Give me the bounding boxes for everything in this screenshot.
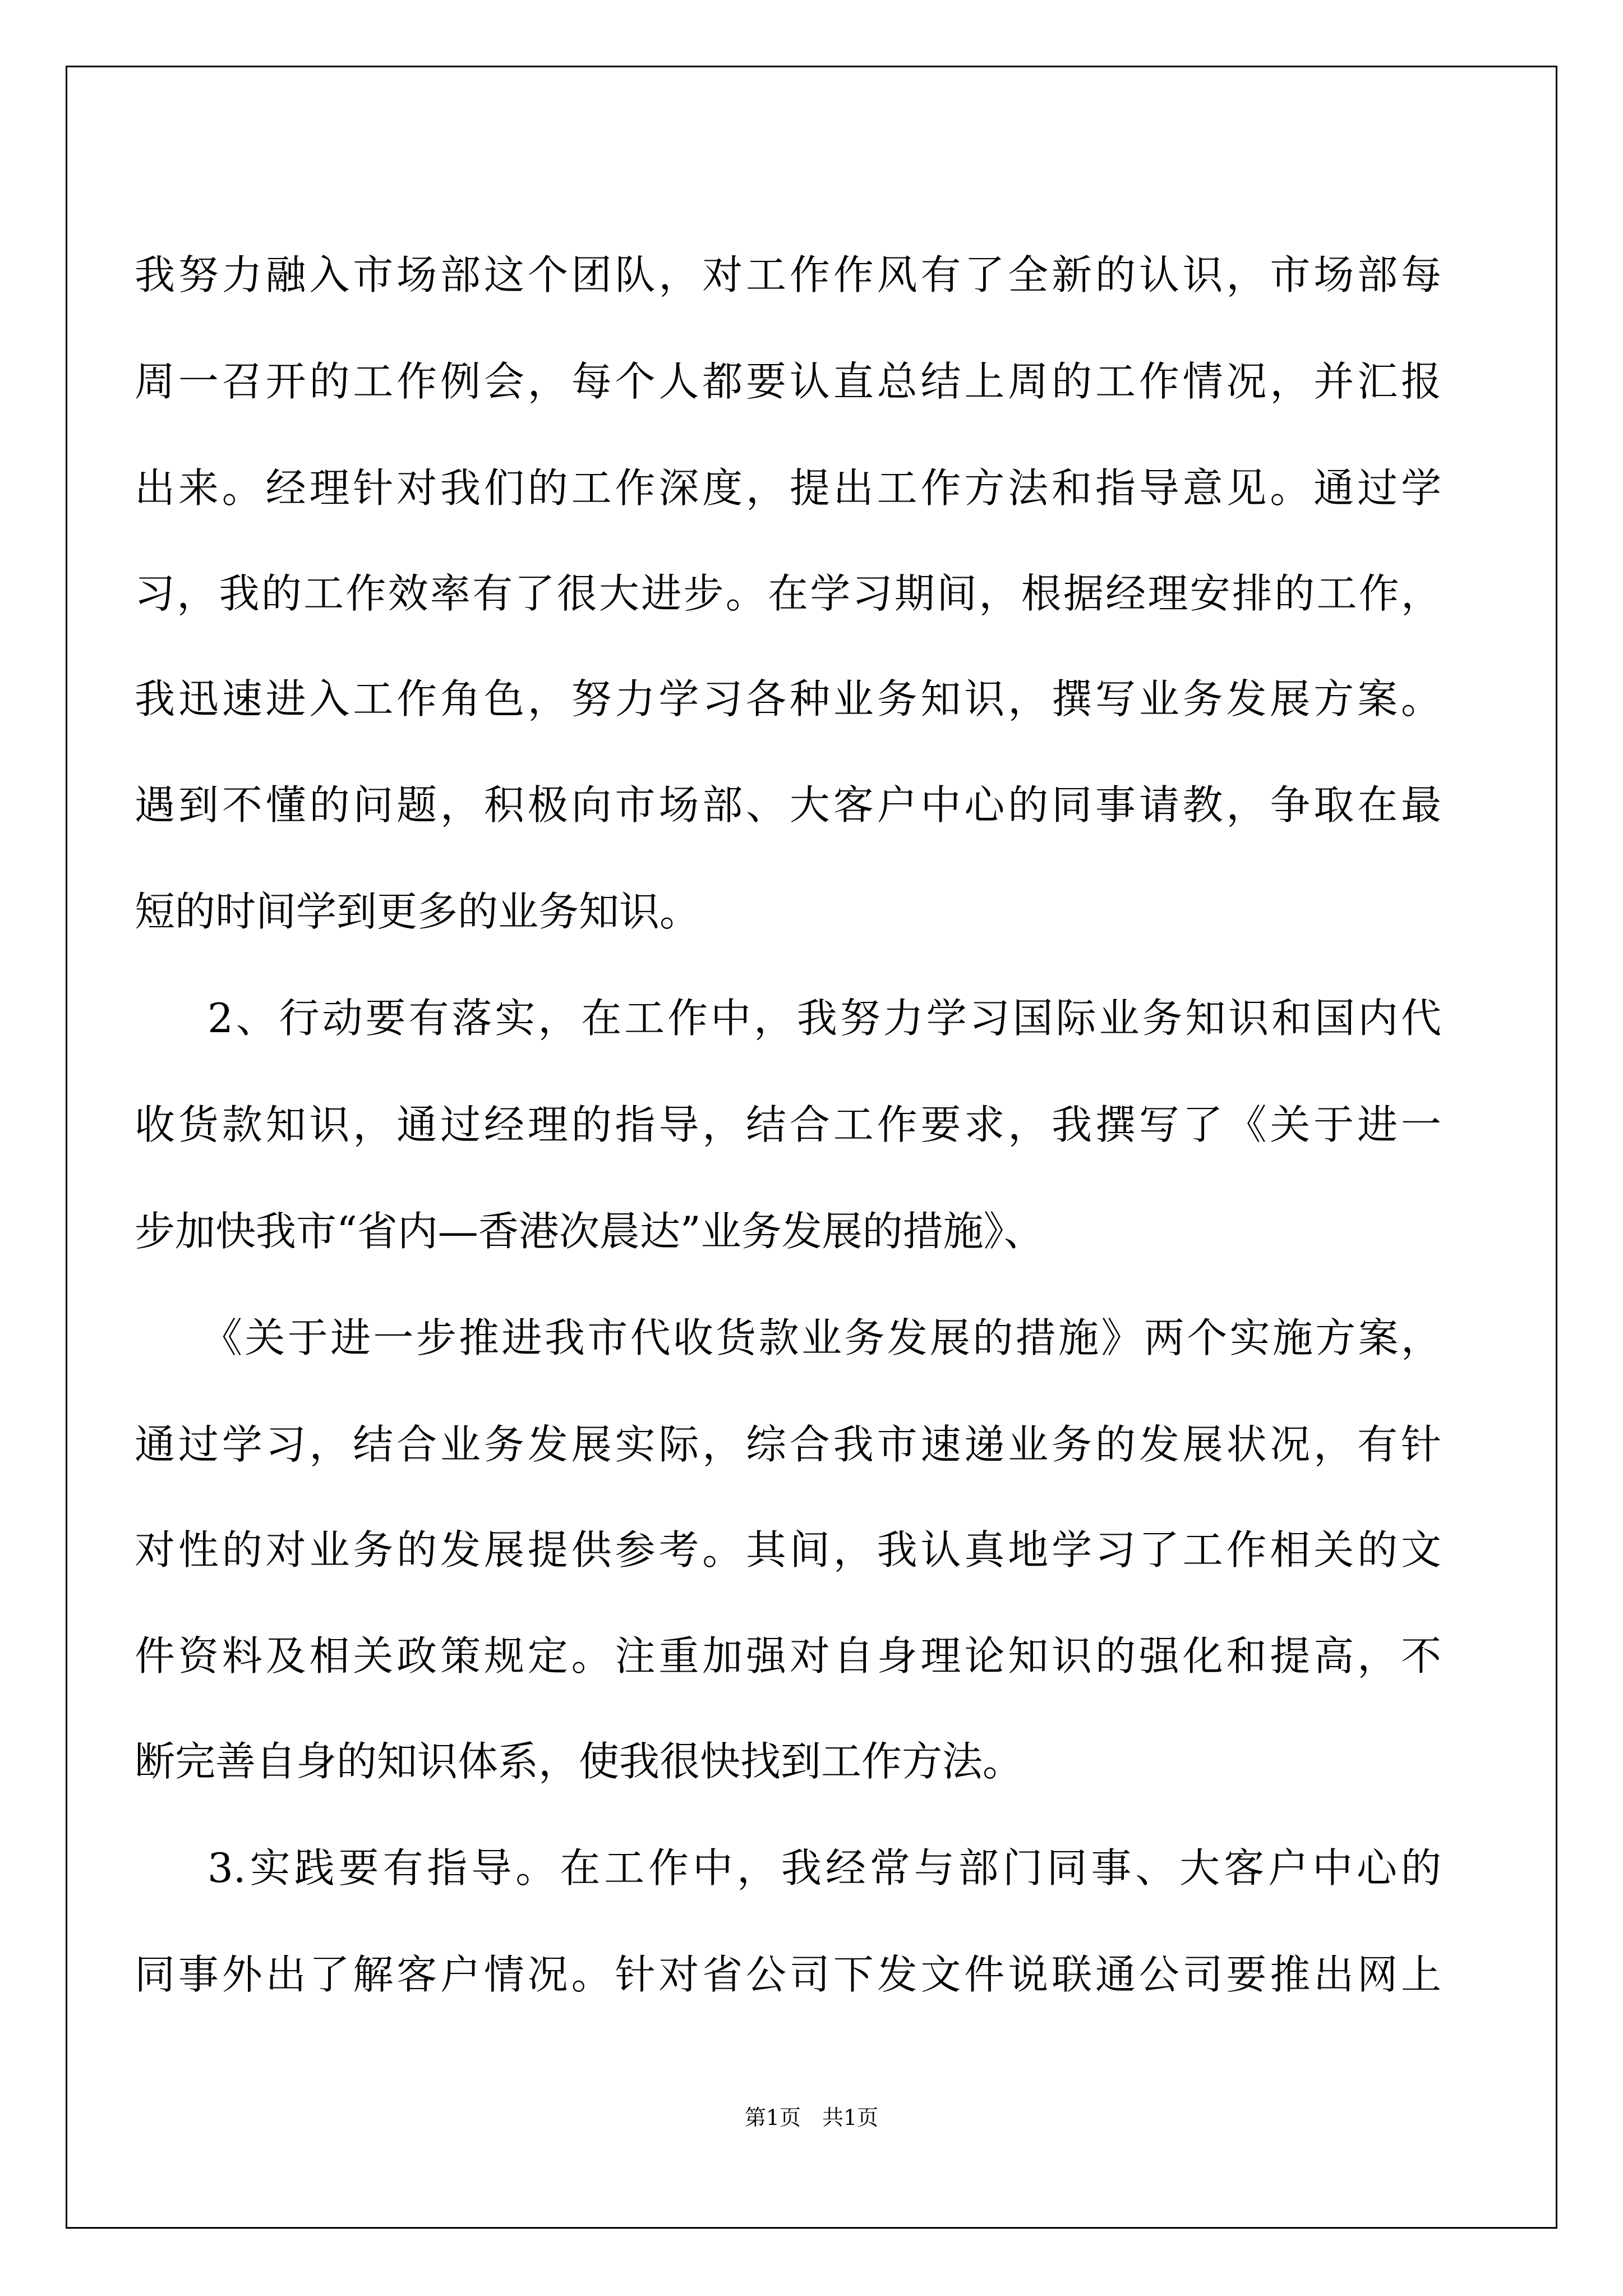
text-line: 周一召开的工作例会，每个人都要认直总结上周的工作情况，并汇报 (135, 358, 1441, 405)
text-line: 习，我的工作效率有了很大进步。在学习期间，根据经理安排的工作， (135, 570, 1441, 617)
text-line: 短的时间学到更多的业务知识。 (135, 888, 700, 935)
text-line: 对性的对业务的发展提供参考。其间，我认真地学习了工作相关的文 (135, 1526, 1441, 1573)
text-line: 我努力融入市场部这个团队，对工作作风有了全新的认识，市场部每 (135, 251, 1441, 298)
text-line: 通过学习，结合业务发展实际，综合我市速递业务的发展状况，有针 (135, 1421, 1441, 1468)
text-line: 步加快我市“省内—香港次晨达”业务发展的措施》、 (135, 1208, 1044, 1255)
text-line: 同事外出了解客户情况。针对省公司下发文件说联通公司要推出网上 (135, 1951, 1441, 1998)
paragraph-start-line: 3.实践要有指导。在工作中，我经常与部门同事、大客户中心的 (208, 1844, 1441, 1892)
text-line: 出来。经理针对我们的工作深度，提出工作方法和指导意见。通过学 (135, 464, 1441, 512)
text-line: 我迅速进入工作角色，努力学习各种业务知识，撰写业务发展方案。 (135, 675, 1441, 723)
paragraph-start-line: 《关于进一步推进我市代收货款业务发展的措施》两个实施方案， (202, 1314, 1441, 1361)
text-line: 收货款知识，通过经理的指导，结合工作要求，我撰写了《关于进一 (135, 1101, 1441, 1148)
text-line: 断完善自身的知识体系，使我很快找到工作方法。 (135, 1738, 1023, 1785)
paragraph-start-line: 2、行动要有落实，在工作中，我努力学习国际业务知识和国内代 (208, 995, 1441, 1042)
text-line: 遇到不懂的问题，积极向市场部、大客户中心的同事请教，争取在最 (135, 781, 1441, 829)
page-number-footer: 第1页 共1页 (744, 2105, 879, 2130)
text-line: 件资料及相关政策规定。注重加强对自身理论知识的强化和提高，不 (135, 1632, 1441, 1680)
